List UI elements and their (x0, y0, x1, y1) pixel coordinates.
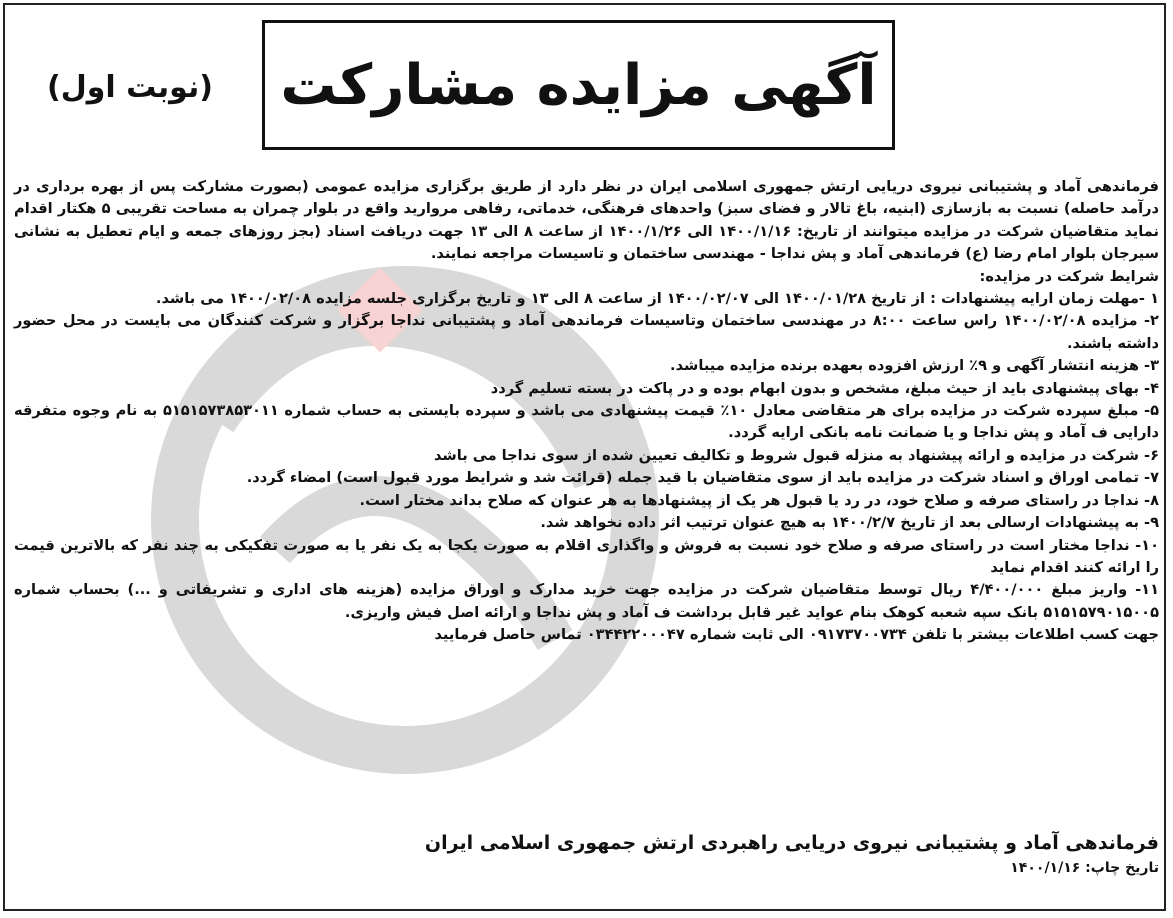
condition-item: ۶- شرکت در مزایده و ارائه پیشنهاد به منزله قبول شروط و تکالیف تعیین شده از سوی نداجا می باشد (433, 446, 1159, 464)
condition-item: ۱۰- نداجا مختار است در راستای صرفه و صلاح خود نسبت به فروش و واگذاری اقلام به صورت یکجا به یک نفر یا به صورت تفکیکی به چند نفر که بالاترین قیمت را ارائه کنند اقدام نماید (14, 536, 1159, 576)
ad-title: آگهی مزایده مشارکت (280, 52, 877, 118)
conditions-heading: شرایط شرکت در مزایده: (979, 267, 1159, 285)
condition-item: ۴- بهای پیشنهادی باید از حیث مبلغ، مشخص و بدون ابهام بوده و در پاکت در بسته تسلیم گردد (490, 379, 1159, 397)
intro-paragraph: فرماندهی آماد و پشتیبانی نیروی دریایی ارتش جمهوری اسلامی ایران در نظر دارد از طریق برگزاری مزایده عمومی (بصورت مشارکت پس از بهره برداری در درآمد حاصله) نسبت به بازسازی (ابنیه، باغ تالار و فضای سبز) واحدهای فرهنگی، خدماتی، رفاهی مروارید واقع در بلوار چمران به مساحت تقریبی ۵ هکتار اقدام نماید متقاضیان شرکت در مزایده میتوانند از تاریخ: ۱۴۰۰/۱/۱۶ الی ۱۴۰۰/۱/۲۶ از ساعت ۸ الی ۱۳ جهت دریافت اسناد (بجز روزهای جمعه و ایام تعطیل به نشانی سیرجان بلوار امام رضا (ع) فرماندهی آماد و پش نداجا - مهندسی ساختمان و تاسیسات مراجعه نمایند. (14, 178, 1159, 263)
condition-item: ۱ -مهلت زمان ارایه پیشنهادات : از تاریخ ۱۴۰۰/۰۱/۲۸ الی ۱۴۰۰/۰۲/۰۷ از ساعت ۸ الی ۱۳ و تاریخ برگزاری جلسه مزایده ۱۴۰۰/۰۲/۰۸ می باشد. (155, 290, 1159, 308)
condition-item: ۳- هزینه انتشار آگهی و ۹٪ ارزش افزوده بعهده برنده مزایده میباشد. (670, 357, 1159, 375)
issuer-signature: فرماندهی آماد و پشتیبانی نیروی دریایی راهبردی ارتش جمهوری اسلامی ایران (424, 832, 1159, 854)
condition-item: ۸- نداجا در راستای صرفه و صلاح خود، در رد یا قبول هر یک از پیشنهادها به هر عنوان که صلاح بداند مختار است. (359, 491, 1159, 509)
condition-item: ۵- مبلغ سپرده شرکت در مزایده برای هر متقاضی معادل ۱۰٪ قیمت پیشنهادی می باشد و سپرده بایستی به حساب شماره ۵۱۵۱۵۷۳۸۵۳۰۱۱ به نام وجوه متفرقه دارایی ف آماد و پش نداجا و یا ضمانت نامه بانکی ارایه گردد. (14, 402, 1159, 442)
contact-line: جهت کسب اطلاعات بیشتر با تلفن ۰۹۱۷۳۷۰۰۷۳۴ الی ثابت شماره ۰۳۴۴۲۲۰۰۰۴۷ تماس حاصل فرمایید (434, 626, 1159, 644)
print-date: تاریخ چاپ: ۱۴۰۰/۱/۱۶ (1010, 860, 1159, 876)
condition-item: ۱۱- واریز مبلغ ۴/۴۰۰/۰۰۰ ریال توسط متقاضیان شرکت در مزایده جهت خرید مدارک و اوراق مزایده (هزینه های اداری و تشریفاتی و ...) بحساب شماره ۵۱۵۱۵۷۹۰۱۵۰۰۵ بانک سپه شعبه کوهک بنام عواید غیر قابل برداشت ف آماد و پش نداجا و ارائه اصل فیش واریزی. (14, 581, 1159, 621)
publication-round: (نوبت اول) (47, 70, 213, 105)
condition-item: ۹- به پیشنهادات ارسالی بعد از تاریخ ۱۴۰۰/۲/۷ به هیچ عنوان ترتیب اثر داده نخواهد شد. (540, 514, 1159, 532)
condition-item: ۲- مزایده ۱۴۰۰/۰۲/۰۸ راس ساعت ۸:۰۰ در مهندسی ساختمان وتاسیسات فرماندهی آماد و پشتیبانی نداجا برگزار و شرکت کنندگان می بایست در محل حضور داشته باشند. (14, 312, 1159, 352)
ad-body (14, 176, 1159, 647)
condition-item: ۷- تمامی اوراق و اسناد شرکت در مزایده باید از سوی متقاضیان با قید جمله (قرائت شد و شرایط مورد قبول است) امضاء گردد. (246, 469, 1159, 487)
title-box (262, 20, 895, 150)
